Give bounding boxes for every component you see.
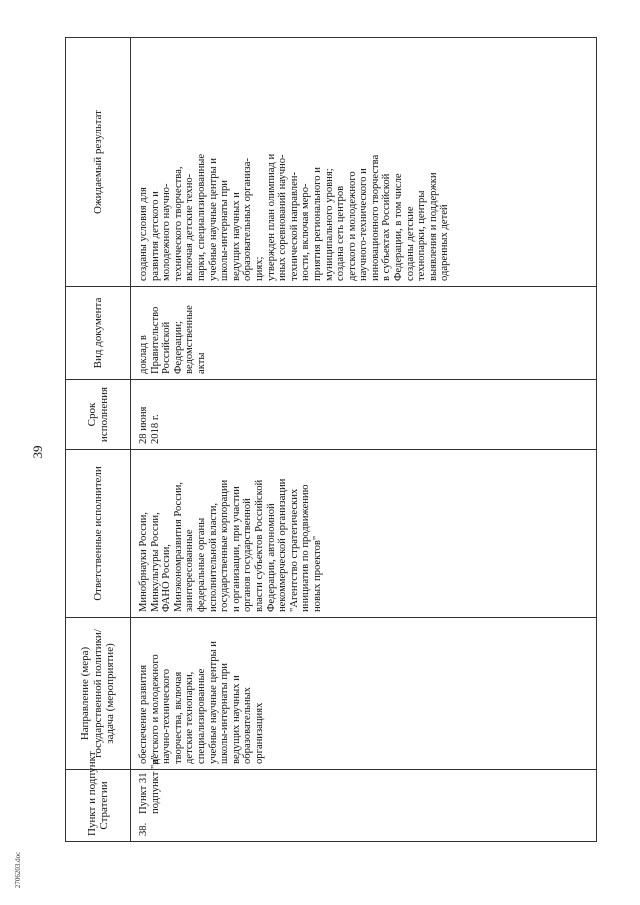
text-line: исполнительной власти,: [207, 502, 219, 612]
cell-result: [131, 38, 597, 287]
text-line: образовательных организа-: [242, 158, 254, 281]
text-line: молодежного научно-: [161, 183, 173, 281]
text-line: технического творчества,: [172, 166, 184, 281]
text-line: специализированные: [195, 668, 207, 764]
text-line: ведомственные: [184, 305, 196, 374]
item-line-1: подпункт "в": [149, 755, 161, 814]
text-line: акты: [195, 352, 207, 374]
footer-file-code: 2706203.doc: [14, 851, 22, 889]
text-line: Ожидаемый результат: [91, 110, 104, 214]
text-line: муниципального уровня;: [323, 168, 335, 281]
item-first-line: [138, 772, 150, 836]
text-line: Правительство: [149, 306, 161, 374]
item-line-0: Пункт 31: [138, 772, 149, 814]
text-line: в субъектах Российской: [381, 173, 393, 281]
text-line: созданы условия для: [138, 187, 149, 281]
text-line: выявления и поддержки: [427, 172, 439, 281]
text-line: Минэкономразвития России,: [172, 482, 184, 612]
cell-executors: [131, 450, 597, 618]
text-line: детского и молодежного: [346, 171, 358, 281]
text-line: циях;: [253, 256, 265, 281]
cell-deadline: [131, 380, 597, 450]
text-line: детского и молодежного: [149, 654, 161, 764]
text-line: создана сеть центров: [335, 185, 347, 281]
text-line: Федерации, в том числе: [393, 173, 405, 281]
cell-direction: [131, 618, 597, 770]
text-line: организациях: [253, 702, 265, 764]
text-line: федеральные органы: [195, 517, 207, 612]
text-line: научно-технического: [161, 668, 173, 764]
text-line: иных соревнований научно-: [277, 154, 289, 281]
text-line: одаренных детей: [439, 204, 451, 281]
text-line: Федерации, автономной: [265, 503, 277, 612]
table-header-row: [66, 38, 131, 842]
text-line: доклад в: [138, 335, 149, 374]
page-number: 39: [30, 445, 45, 459]
header-doc-type: [66, 287, 131, 380]
text-line: включая детские техно-: [184, 173, 196, 281]
text-line: 2018 г.: [149, 414, 161, 444]
text-line: инициатив по продвижению: [300, 484, 312, 612]
text-line: школы-интернаты при: [219, 663, 231, 764]
text-line: власти субъектов Российской: [253, 479, 265, 612]
text-line: заинтересованные: [184, 529, 196, 612]
text-line: ведущих научных и: [230, 675, 242, 764]
text-line: государственные корпорации: [219, 479, 231, 612]
text-line: утвержден план олимпиад и: [265, 153, 277, 281]
table-row: [131, 38, 597, 842]
text-line: исполнения: [98, 386, 110, 443]
text-line: Вид документа: [91, 297, 104, 369]
text-line: Пункт и подпункт: [85, 751, 98, 836]
text-line: ФАНО России,: [161, 544, 173, 612]
header-item: [66, 751, 131, 842]
text-line: государственной политики/: [91, 629, 104, 758]
text-line: 28 июня: [138, 406, 149, 444]
text-line: детские технопарки,: [184, 671, 196, 764]
text-line: творчества, включая: [172, 671, 184, 764]
text-line: технической направлен-: [288, 172, 300, 281]
text-line: некоммерческой организации: [277, 478, 289, 612]
cell-item: [131, 755, 597, 842]
text-line: инновационного творчества: [369, 154, 381, 281]
header-executors: [66, 450, 131, 618]
row-number: 38.: [138, 822, 149, 836]
cell-doc-type: [131, 287, 597, 380]
text-line: Минкультуры России,: [149, 512, 161, 612]
text-line: учебные научные центры и: [207, 641, 219, 764]
text-line: органов государственной: [242, 498, 254, 612]
text-line: "Агентство стратегических: [288, 488, 300, 612]
text-line: Срок: [85, 402, 98, 427]
text-line: школы-интернаты при: [219, 180, 231, 281]
text-line: обеспечение развития: [138, 664, 149, 764]
text-line: развития детского и: [149, 191, 161, 281]
text-line: учебные научные центры и: [207, 158, 219, 281]
text-line: задача (мероприятие): [104, 643, 117, 744]
text-line: парки, специализированные: [195, 153, 207, 281]
strategy-table: [65, 37, 597, 842]
text-line: Минобрнауки России,: [138, 512, 149, 612]
text-line: ности, включая меро-: [300, 183, 312, 281]
text-line: и организации, при участии: [230, 486, 242, 612]
text-line: Российской: [161, 321, 173, 374]
text-line: Федерации;: [172, 321, 184, 374]
text-line: приятия регионального и: [311, 167, 323, 281]
text-line: научного-технического и: [358, 168, 370, 281]
header-result: [66, 38, 131, 287]
text-line: ведущих научных и: [230, 192, 242, 281]
text-line: Направление (мера): [79, 646, 92, 741]
text-line: образовательных: [242, 687, 254, 764]
text-line: созданы детские: [404, 206, 416, 281]
text-line: технопарки, центры: [416, 190, 428, 281]
header-deadline: [66, 380, 131, 450]
text-line: новых проектов": [311, 535, 323, 612]
text-line: Стратегии: [98, 781, 110, 830]
rotated-page-content: [65, 38, 597, 842]
text-line: Ответственные исполнители: [91, 466, 104, 601]
header-direction: [66, 618, 131, 770]
